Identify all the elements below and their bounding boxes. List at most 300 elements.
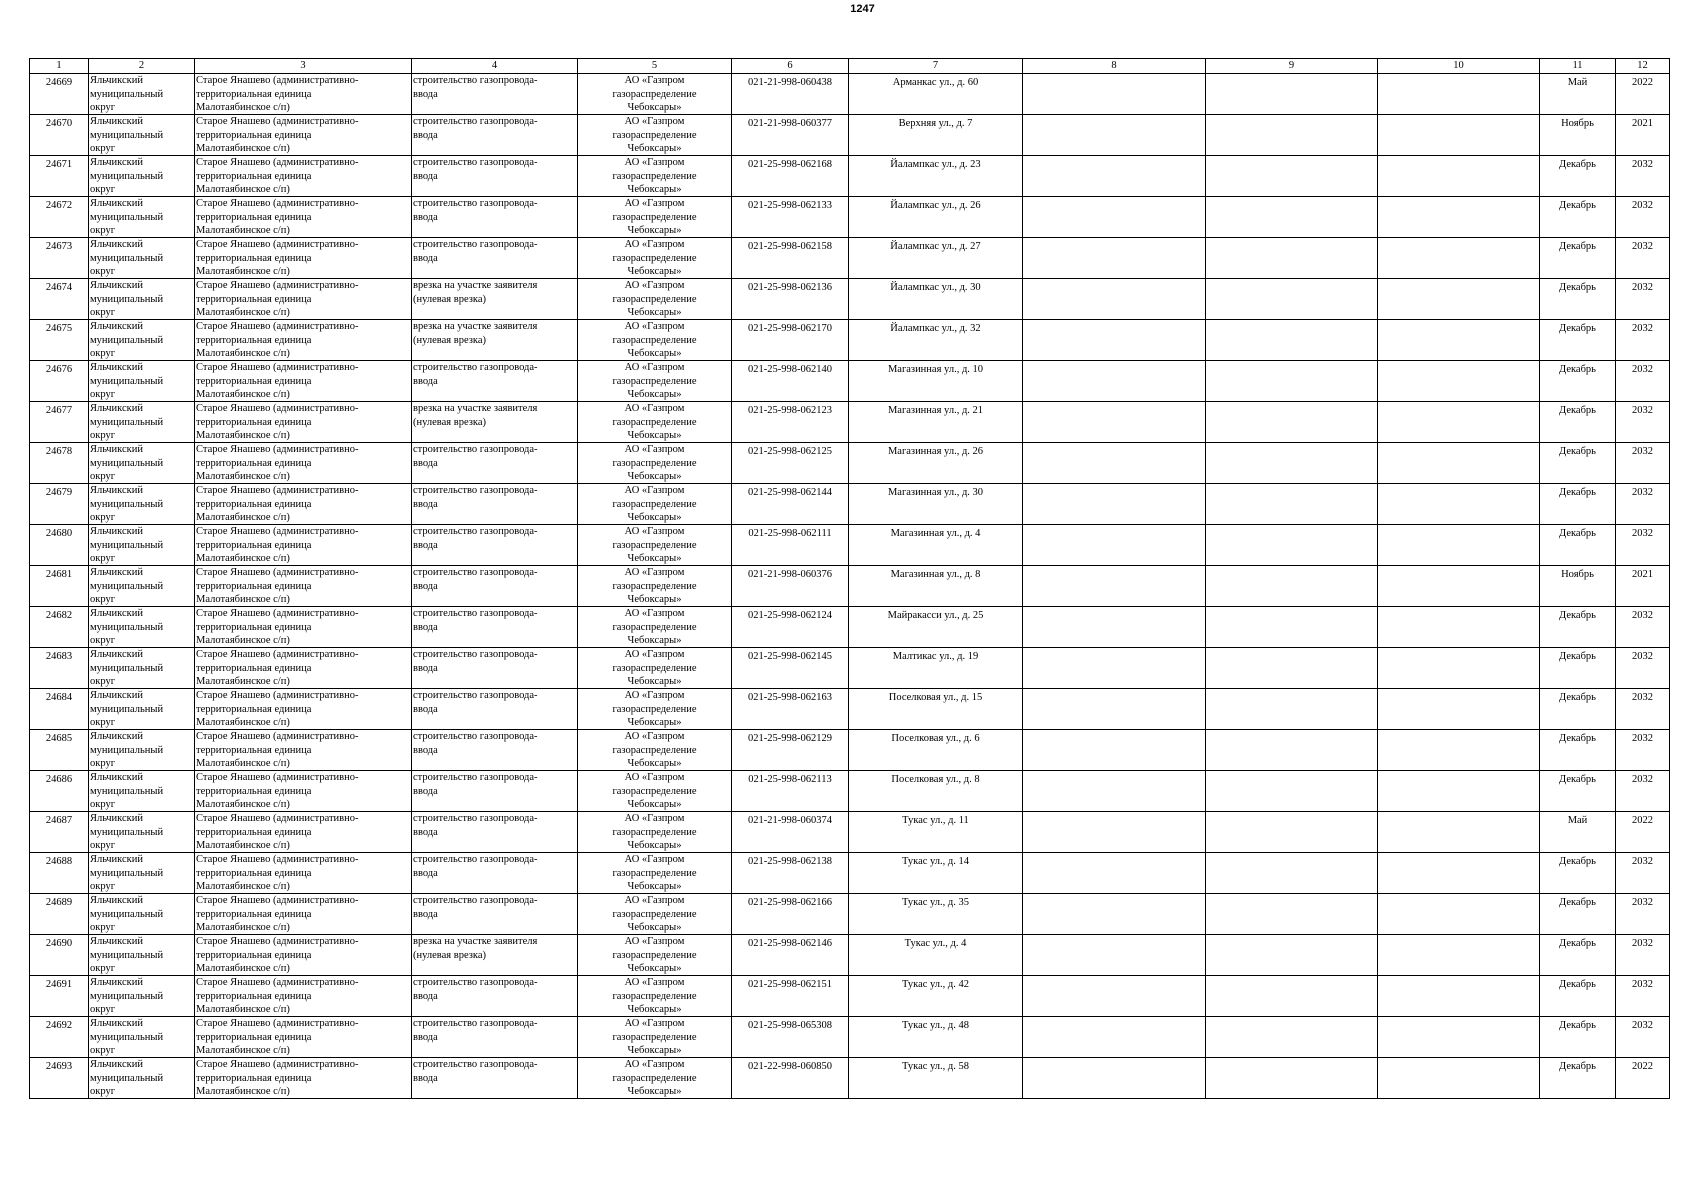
district-cell	[89, 648, 195, 689]
work-type-cell	[412, 484, 578, 525]
column-8-cell	[1023, 648, 1206, 689]
work-type-cell	[412, 74, 578, 115]
row-number	[30, 1058, 89, 1099]
organization-cell	[578, 238, 732, 279]
column-10-cell	[1378, 443, 1540, 484]
cell-text: 24676	[45, 364, 73, 375]
cell-text: Старое Янашево (административно- территориальная единица Малотаябинское с/п)	[196, 485, 359, 523]
work-type-cell	[412, 935, 578, 976]
column-10-cell	[1378, 935, 1540, 976]
cell-text: врезка на участке заявителя (нулевая врезка)	[413, 936, 538, 961]
cell-text: 2032	[1632, 1020, 1653, 1031]
cell-text: Яльчикский муниципальный округ	[90, 1059, 164, 1097]
cell-text: Старое Янашево (административно- территориальная единица Малотаябинское с/п)	[196, 1018, 359, 1056]
cell-text: Тукас ул., д. 11	[902, 815, 969, 826]
district-cell	[89, 976, 195, 1017]
column-8-cell	[1023, 320, 1206, 361]
address-cell	[849, 976, 1023, 1017]
column-8-cell	[1023, 894, 1206, 935]
cell-text: 24671	[45, 159, 73, 170]
code-cell	[732, 730, 849, 771]
month-cell	[1540, 361, 1616, 402]
work-type-cell	[412, 689, 578, 730]
cell-text: 2032	[1632, 200, 1653, 211]
column-10-cell	[1378, 689, 1540, 730]
cell-text: Декабрь	[1559, 446, 1596, 457]
cell-text: Декабрь	[1559, 159, 1596, 170]
address-cell	[849, 74, 1023, 115]
cell-text: 2032	[1632, 979, 1653, 990]
month-cell	[1540, 1017, 1616, 1058]
cell-text: 2032	[1632, 446, 1653, 457]
cell-text: Декабрь	[1559, 1061, 1596, 1072]
cell-text: Яльчикский муниципальный округ	[90, 813, 164, 851]
column-9-cell	[1206, 771, 1378, 812]
column-8-cell	[1023, 279, 1206, 320]
work-type-cell	[412, 525, 578, 566]
settlement-cell	[195, 361, 412, 402]
table-row	[30, 320, 1670, 361]
month-cell	[1540, 730, 1616, 771]
work-type-cell	[412, 812, 578, 853]
settlement-cell	[195, 156, 412, 197]
work-type-cell	[412, 238, 578, 279]
column-10-cell	[1378, 156, 1540, 197]
cell-text: АО «Газпром газораспределение Чебоксары»	[612, 649, 697, 687]
year-cell	[1616, 156, 1670, 197]
code-cell	[732, 238, 849, 279]
cell-text: АО «Газпром газораспределение Чебоксары»	[612, 198, 697, 236]
row-number	[30, 74, 89, 115]
cell-text: 021-25-998-062146	[748, 938, 832, 949]
code-cell	[732, 976, 849, 1017]
table-row	[30, 935, 1670, 976]
cell-text: Магазинная ул., д. 21	[887, 405, 984, 416]
row-number	[30, 607, 89, 648]
code-cell	[732, 607, 849, 648]
month-cell	[1540, 689, 1616, 730]
code-cell	[732, 525, 849, 566]
cell-text: 24679	[45, 487, 73, 498]
organization-cell	[578, 607, 732, 648]
column-header: 2	[89, 59, 195, 74]
column-10-cell	[1378, 648, 1540, 689]
cell-text: строительство газопровода- ввода	[413, 526, 538, 551]
settlement-cell	[195, 320, 412, 361]
district-cell	[89, 812, 195, 853]
column-10-cell	[1378, 197, 1540, 238]
cell-text: строительство газопровода- ввода	[413, 444, 538, 469]
organization-cell	[578, 361, 732, 402]
organization-cell	[578, 320, 732, 361]
table-row	[30, 115, 1670, 156]
month-cell	[1540, 443, 1616, 484]
column-9-cell	[1206, 976, 1378, 1017]
district-cell	[89, 197, 195, 238]
cell-text: АО «Газпром газораспределение Чебоксары»	[612, 772, 697, 810]
organization-cell	[578, 648, 732, 689]
cell-text: 24674	[45, 282, 73, 293]
column-9-cell	[1206, 853, 1378, 894]
cell-text: 2032	[1632, 159, 1653, 170]
row-number	[30, 894, 89, 935]
cell-text: 2032	[1632, 282, 1653, 293]
cell-text: Май	[1567, 815, 1588, 826]
code-cell	[732, 1058, 849, 1099]
year-cell	[1616, 689, 1670, 730]
cell-text: АО «Газпром газораспределение Чебоксары»	[612, 1059, 697, 1097]
column-header: 12	[1616, 59, 1670, 74]
cell-text: АО «Газпром газораспределение Чебоксары»	[612, 977, 697, 1015]
cell-text: 021-25-998-062125	[748, 446, 832, 457]
cell-text: 2022	[1632, 1061, 1653, 1072]
organization-cell	[578, 1017, 732, 1058]
column-9-cell	[1206, 320, 1378, 361]
cell-text: 24682	[45, 610, 73, 621]
cell-text: АО «Газпром газораспределение Чебоксары»	[612, 567, 697, 605]
cell-text: Декабрь	[1559, 610, 1596, 621]
column-10-cell	[1378, 74, 1540, 115]
cell-text: Старое Янашево (административно- территориальная единица Малотаябинское с/п)	[196, 444, 359, 482]
settlement-cell	[195, 402, 412, 443]
cell-text: Яльчикский муниципальный округ	[90, 567, 164, 605]
cell-text: Старое Янашево (административно- территориальная единица Малотаябинское с/п)	[196, 116, 359, 154]
table-row	[30, 279, 1670, 320]
cell-text: 2032	[1632, 651, 1653, 662]
column-10-cell	[1378, 320, 1540, 361]
address-cell	[849, 238, 1023, 279]
cell-text: 021-25-998-062129	[748, 733, 832, 744]
district-cell	[89, 853, 195, 894]
work-type-cell	[412, 156, 578, 197]
column-8-cell	[1023, 238, 1206, 279]
organization-cell	[578, 894, 732, 935]
year-cell	[1616, 894, 1670, 935]
district-cell	[89, 156, 195, 197]
settlement-cell	[195, 525, 412, 566]
district-cell	[89, 443, 195, 484]
cell-text: 24683	[45, 651, 73, 662]
cell-text: строительство газопровода- ввода	[413, 854, 538, 879]
district-cell	[89, 771, 195, 812]
code-cell	[732, 115, 849, 156]
settlement-cell	[195, 689, 412, 730]
organization-cell	[578, 279, 732, 320]
row-number	[30, 156, 89, 197]
address-cell	[849, 361, 1023, 402]
cell-text: 021-21-998-060376	[748, 569, 832, 580]
work-type-cell	[412, 115, 578, 156]
cell-text: АО «Газпром газораспределение Чебоксары»	[612, 731, 697, 769]
column-8-cell	[1023, 730, 1206, 771]
cell-text: 24686	[45, 774, 73, 785]
cell-text: 2032	[1632, 364, 1653, 375]
cell-text: Тукас ул., д. 35	[901, 897, 970, 908]
cell-text: Старое Янашево (административно- территориальная единица Малотаябинское с/п)	[196, 526, 359, 564]
cell-text: Яльчикский муниципальный округ	[90, 116, 164, 154]
month-cell	[1540, 935, 1616, 976]
code-cell	[732, 320, 849, 361]
cell-text: строительство газопровода- ввода	[413, 239, 538, 264]
cell-text: 021-25-998-062163	[748, 692, 832, 703]
cell-text: Декабрь	[1559, 323, 1596, 334]
cell-text: АО «Газпром газораспределение Чебоксары»	[612, 895, 697, 933]
month-cell	[1540, 197, 1616, 238]
cell-text: 021-25-998-062133	[748, 200, 832, 211]
cell-text: строительство газопровода- ввода	[413, 567, 538, 592]
cell-text: АО «Газпром газораспределение Чебоксары»	[612, 526, 697, 564]
cell-text: Декабрь	[1559, 241, 1596, 252]
cell-text: 021-25-998-062111	[748, 528, 832, 539]
cell-text: 021-21-998-060374	[748, 815, 832, 826]
cell-text: Яльчикский муниципальный округ	[90, 526, 164, 564]
cell-text: 021-25-998-062140	[748, 364, 832, 375]
district-cell	[89, 935, 195, 976]
cell-text: 021-25-998-062166	[748, 897, 832, 908]
cell-text: Яльчикский муниципальный округ	[90, 444, 164, 482]
cell-text: 2021	[1632, 569, 1653, 580]
settlement-cell	[195, 1058, 412, 1099]
code-cell	[732, 74, 849, 115]
organization-cell	[578, 484, 732, 525]
code-cell	[732, 197, 849, 238]
column-header: 9	[1206, 59, 1378, 74]
cell-text: Яльчикский муниципальный округ	[90, 239, 164, 277]
organization-cell	[578, 156, 732, 197]
column-10-cell	[1378, 812, 1540, 853]
cell-text: 021-25-998-062170	[748, 323, 832, 334]
cell-text: АО «Газпром газораспределение Чебоксары»	[612, 485, 697, 523]
organization-cell	[578, 976, 732, 1017]
address-cell	[849, 894, 1023, 935]
cell-text: 24691	[45, 979, 73, 990]
column-header: 6	[732, 59, 849, 74]
year-cell	[1616, 730, 1670, 771]
column-9-cell	[1206, 648, 1378, 689]
column-header: 10	[1378, 59, 1540, 74]
settlement-cell	[195, 730, 412, 771]
row-number	[30, 443, 89, 484]
cell-text: Магазинная ул., д. 10	[887, 364, 984, 375]
cell-text: Майракасси ул., д. 25	[887, 610, 984, 621]
cell-text: АО «Газпром газораспределение Чебоксары»	[612, 75, 697, 113]
settlement-cell	[195, 238, 412, 279]
district-cell	[89, 1058, 195, 1099]
cell-text: АО «Газпром газораспределение Чебоксары»	[612, 321, 697, 359]
column-8-cell	[1023, 976, 1206, 1017]
cell-text: строительство газопровода- ввода	[413, 198, 538, 223]
cell-text: Йалампкас ул., д. 27	[890, 241, 981, 252]
year-cell	[1616, 812, 1670, 853]
row-number	[30, 771, 89, 812]
column-9-cell	[1206, 197, 1378, 238]
cell-text: Декабрь	[1559, 200, 1596, 211]
district-cell	[89, 1017, 195, 1058]
column-8-cell	[1023, 771, 1206, 812]
settlement-cell	[195, 197, 412, 238]
column-header: 1	[30, 59, 89, 74]
work-type-cell	[412, 320, 578, 361]
month-cell	[1540, 156, 1616, 197]
month-cell	[1540, 894, 1616, 935]
organization-cell	[578, 197, 732, 238]
month-cell	[1540, 771, 1616, 812]
cell-text: строительство газопровода- ввода	[413, 690, 538, 715]
column-header: 7	[849, 59, 1023, 74]
cell-text: Старое Янашево (административно- территориальная единица Малотаябинское с/п)	[196, 936, 359, 974]
cell-text: Яльчикский муниципальный округ	[90, 649, 164, 687]
column-10-cell	[1378, 1058, 1540, 1099]
address-cell	[849, 566, 1023, 607]
column-8-cell	[1023, 525, 1206, 566]
cell-text: 2032	[1632, 856, 1653, 867]
column-8-cell	[1023, 156, 1206, 197]
column-9-cell	[1206, 402, 1378, 443]
table-row	[30, 156, 1670, 197]
district-cell	[89, 730, 195, 771]
cell-text: Яльчикский муниципальный округ	[90, 936, 164, 974]
column-10-cell	[1378, 771, 1540, 812]
organization-cell	[578, 402, 732, 443]
work-type-cell	[412, 607, 578, 648]
work-type-cell	[412, 402, 578, 443]
row-number	[30, 484, 89, 525]
cell-text: Старое Янашево (административно- территориальная единица Малотаябинское с/п)	[196, 239, 359, 277]
month-cell	[1540, 853, 1616, 894]
table-row	[30, 238, 1670, 279]
month-cell	[1540, 1058, 1616, 1099]
year-cell	[1616, 443, 1670, 484]
cell-text: Яльчикский муниципальный округ	[90, 280, 164, 318]
row-number	[30, 689, 89, 730]
table-row	[30, 853, 1670, 894]
settlement-cell	[195, 607, 412, 648]
cell-text: 021-25-998-062123	[748, 405, 832, 416]
column-9-cell	[1206, 812, 1378, 853]
cell-text: Магазинная ул., д. 26	[887, 446, 984, 457]
settlement-cell	[195, 1017, 412, 1058]
code-cell	[732, 279, 849, 320]
cell-text: 24677	[45, 405, 73, 416]
code-cell	[732, 443, 849, 484]
cell-text: Декабрь	[1559, 938, 1596, 949]
column-8-cell	[1023, 361, 1206, 402]
cell-text: 021-25-998-062124	[748, 610, 832, 621]
cell-text: 021-25-998-062113	[748, 774, 832, 785]
year-cell	[1616, 402, 1670, 443]
work-type-cell	[412, 771, 578, 812]
cell-text: Арманкас ул., д. 60	[892, 77, 979, 88]
district-cell	[89, 607, 195, 648]
cell-text: Старое Янашево (административно- территориальная единица Малотаябинское с/п)	[196, 813, 359, 851]
year-cell	[1616, 361, 1670, 402]
column-9-cell	[1206, 443, 1378, 484]
cell-text: Старое Янашево (административно- территориальная единица Малотаябинское с/п)	[196, 198, 359, 236]
cell-text: 24693	[45, 1061, 73, 1072]
cell-text: строительство газопровода- ввода	[413, 362, 538, 387]
cell-text: 24675	[45, 323, 73, 334]
address-cell	[849, 525, 1023, 566]
month-cell	[1540, 648, 1616, 689]
month-cell	[1540, 115, 1616, 156]
cell-text: Яльчикский муниципальный округ	[90, 485, 164, 523]
column-9-cell	[1206, 607, 1378, 648]
cell-text: АО «Газпром газораспределение Чебоксары»	[612, 690, 697, 728]
address-cell	[849, 1058, 1023, 1099]
settlement-cell	[195, 853, 412, 894]
cell-text: АО «Газпром газораспределение Чебоксары»	[612, 444, 697, 482]
cell-text: Яльчикский муниципальный округ	[90, 403, 164, 441]
row-number	[30, 197, 89, 238]
year-cell	[1616, 525, 1670, 566]
settlement-cell	[195, 894, 412, 935]
cell-text: АО «Газпром газораспределение Чебоксары»	[612, 403, 697, 441]
work-type-cell	[412, 279, 578, 320]
organization-cell	[578, 853, 732, 894]
cell-text: строительство газопровода- ввода	[413, 813, 538, 838]
cell-text: 24689	[45, 897, 73, 908]
row-number	[30, 566, 89, 607]
month-cell	[1540, 484, 1616, 525]
cell-text: Яльчикский муниципальный округ	[90, 362, 164, 400]
cell-text: Тукас ул., д. 48	[901, 1020, 970, 1031]
cell-text: АО «Газпром газораспределение Чебоксары»	[612, 362, 697, 400]
code-cell	[732, 566, 849, 607]
cell-text: 2032	[1632, 528, 1653, 539]
table-row	[30, 361, 1670, 402]
header-row	[30, 59, 1670, 74]
year-cell	[1616, 320, 1670, 361]
cell-text: строительство газопровода- ввода	[413, 116, 538, 141]
cell-text: Старое Янашево (административно- территориальная единица Малотаябинское с/п)	[196, 649, 359, 687]
cell-text: Яльчикский муниципальный округ	[90, 608, 164, 646]
district-cell	[89, 894, 195, 935]
cell-text: АО «Газпром газораспределение Чебоксары»	[612, 116, 697, 154]
cell-text: строительство газопровода- ввода	[413, 649, 538, 674]
cell-text: 24669	[45, 77, 73, 88]
cell-text: Декабрь	[1559, 692, 1596, 703]
cell-text: АО «Газпром газораспределение Чебоксары»	[612, 157, 697, 195]
month-cell	[1540, 402, 1616, 443]
table-row	[30, 894, 1670, 935]
table-row	[30, 648, 1670, 689]
address-cell	[849, 730, 1023, 771]
cell-text: Декабрь	[1559, 897, 1596, 908]
cell-text: 24678	[45, 446, 73, 457]
cell-text: Старое Янашево (административно- территориальная единица Малотаябинское с/п)	[196, 567, 359, 605]
district-cell	[89, 238, 195, 279]
column-10-cell	[1378, 402, 1540, 443]
row-number	[30, 976, 89, 1017]
year-cell	[1616, 238, 1670, 279]
cell-text: Старое Янашево (административно- территориальная единица Малотаябинское с/п)	[196, 157, 359, 195]
column-8-cell	[1023, 812, 1206, 853]
address-cell	[849, 935, 1023, 976]
settlement-cell	[195, 74, 412, 115]
table-header	[30, 59, 1670, 74]
cell-text: строительство газопровода- ввода	[413, 731, 538, 756]
cell-text: Старое Янашево (административно- территориальная единица Малотаябинское с/п)	[196, 977, 359, 1015]
organization-cell	[578, 115, 732, 156]
settlement-cell	[195, 484, 412, 525]
row-number	[30, 238, 89, 279]
table-row	[30, 771, 1670, 812]
cell-text: Декабрь	[1559, 733, 1596, 744]
cell-text: 24685	[45, 733, 73, 744]
cell-text: 2032	[1632, 897, 1653, 908]
registry-table	[29, 58, 1670, 1099]
month-cell	[1540, 279, 1616, 320]
